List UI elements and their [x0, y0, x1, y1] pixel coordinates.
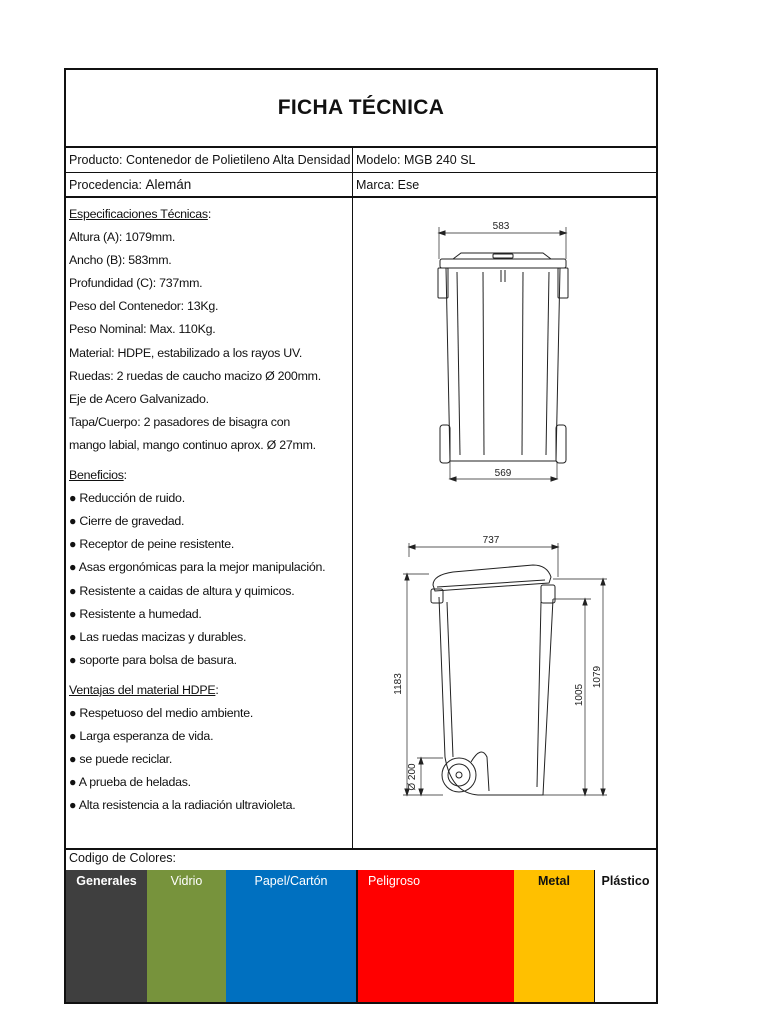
spec-line: Material: HDPE, estabilizado a los rayos UV. — [69, 345, 303, 360]
color-swatch: Papel/Cartón — [226, 870, 356, 1002]
origin-row — [66, 173, 656, 198]
color-code-label: Codigo de Colores: — [69, 851, 177, 865]
front-view — [438, 221, 568, 481]
specs-heading: Especificaciones Técnicas — [69, 207, 208, 221]
benefit-lines — [69, 487, 349, 672]
spec-body — [66, 197, 656, 850]
model-cell: Modelo: MGB 240 SL — [356, 153, 476, 167]
front-width-label: 583 — [492, 221, 510, 232]
benefit-item: ● Resistente a humedad. — [69, 606, 202, 621]
benefit-item: ● soporte para bolsa de basura. — [69, 652, 237, 667]
benefit-item: ● Reducción de ruido. — [69, 491, 185, 506]
product-row — [66, 148, 656, 173]
spec-line: Profundidad (C): 737mm. — [69, 276, 203, 291]
advantage-lines — [69, 702, 349, 817]
side-body-height-label: 1005 — [574, 683, 585, 707]
spec-line: mango labial, mango continuo aprox. Ø 27mm. — [69, 437, 316, 452]
origin-value: Alemán — [145, 177, 192, 192]
advantage-item: ● Respetuoso del medio ambiente. — [69, 705, 254, 720]
benefit-item: ● Asas ergonómicas para la mejor manipulación. — [69, 560, 326, 575]
spec-lines — [69, 226, 349, 457]
spec-line: Eje de Acero Galvanizado. — [69, 391, 209, 406]
advantage-item: ● A prueba de heladas. — [69, 775, 191, 790]
benefit-item: ● Las ruedas macizas y durables. — [69, 629, 247, 644]
technical-drawing — [353, 197, 656, 848]
page-title: FICHA TÉCNICA — [66, 70, 656, 148]
advantage-item: ● Alta resistencia a la radiación ultravioleta. — [69, 798, 296, 813]
spec-line: Peso Nominal: Max. 110Kg. — [69, 322, 216, 337]
benefit-item: ● Receptor de peine resistente. — [69, 537, 235, 552]
side-view — [393, 535, 607, 795]
color-swatch: Plástico — [594, 870, 656, 1002]
origin-cell — [66, 173, 352, 196]
advantage-item: ● se puede reciclar. — [69, 752, 173, 767]
spec-line: Altura (A): 1079mm. — [69, 230, 176, 245]
technical-sheet — [64, 68, 658, 1004]
benefit-item: ● Resistente a caidas de altura y quimicos. — [69, 583, 295, 598]
color-swatch: Peligroso — [356, 870, 514, 1002]
spec-line: Ancho (B): 583mm. — [69, 253, 172, 268]
benefits-heading: Beneficios — [69, 468, 124, 483]
brand-cell: Marca: Ese — [356, 177, 420, 192]
side-depth-label: 737 — [482, 535, 500, 546]
spec-line: Tapa/Cuerpo: 2 pasadores de bisagra con — [69, 414, 291, 429]
product-cell: Producto: Contenedor de Polietileno Alta Densidad — [69, 153, 351, 167]
advantages-heading: Ventajas del material HDPE — [69, 682, 216, 697]
benefit-item: ● Cierre de gravedad. — [69, 514, 185, 529]
spec-line: Peso del Contenedor: 13Kg. — [69, 299, 219, 314]
color-swatches — [66, 870, 656, 1002]
side-total-height-label: 1183 — [393, 673, 404, 695]
color-swatch: Metal — [514, 870, 594, 1002]
color-swatch: Generales — [66, 870, 147, 1002]
spec-line: Ruedas: 2 ruedas de caucho macizo Ø 200mm. — [69, 368, 321, 383]
advantage-item: ● Larga esperanza de vida. — [69, 729, 214, 744]
side-height-label: 1079 — [592, 665, 603, 689]
color-swatch: Vidrio — [147, 870, 226, 1002]
origin-label: Procedencia: — [69, 177, 142, 192]
container-drawing — [353, 197, 656, 848]
wheel-diameter-label: Ø 200 — [407, 763, 418, 791]
spec-list: Especificaciones Técnicas: Altura (A): 1079mm. Ancho (B): 583mm. Profundidad (C): 737mm. Peso del Contenedor: 13Kg. Peso Nominal: Max. 110Kg. Material: HDPE, estabilizado a los rayos UV. Ruedas: 2 ruedas de caucho macizo Ø 200mm. Eje de Acero Galvanizado. Tapa/Cuerpo: 2 pasadores de bisagra con mango labial, mango continuo aprox. Ø 27mm. Beneficios: ● Reducción de ruido. ● Cierre de gravedad. ● Receptor de peine resistente. ● Asas ergonómicas para la mejor manipulación. ● Resistente a caidas de altura y quimicos. ● Resistente a humedad. ● Las ruedas macizas y durables. ● soporte para bolsa de basura. Ventajas del material HDPE: ● Respetuoso del medio ambiente. ● Larga esperanza de vida. ● se puede reciclar. ● A prueba de heladas. ● Alta resistencia a la radiación ultravioleta. — [69, 203, 349, 817]
front-bottom-width-label: 569 — [494, 468, 512, 479]
